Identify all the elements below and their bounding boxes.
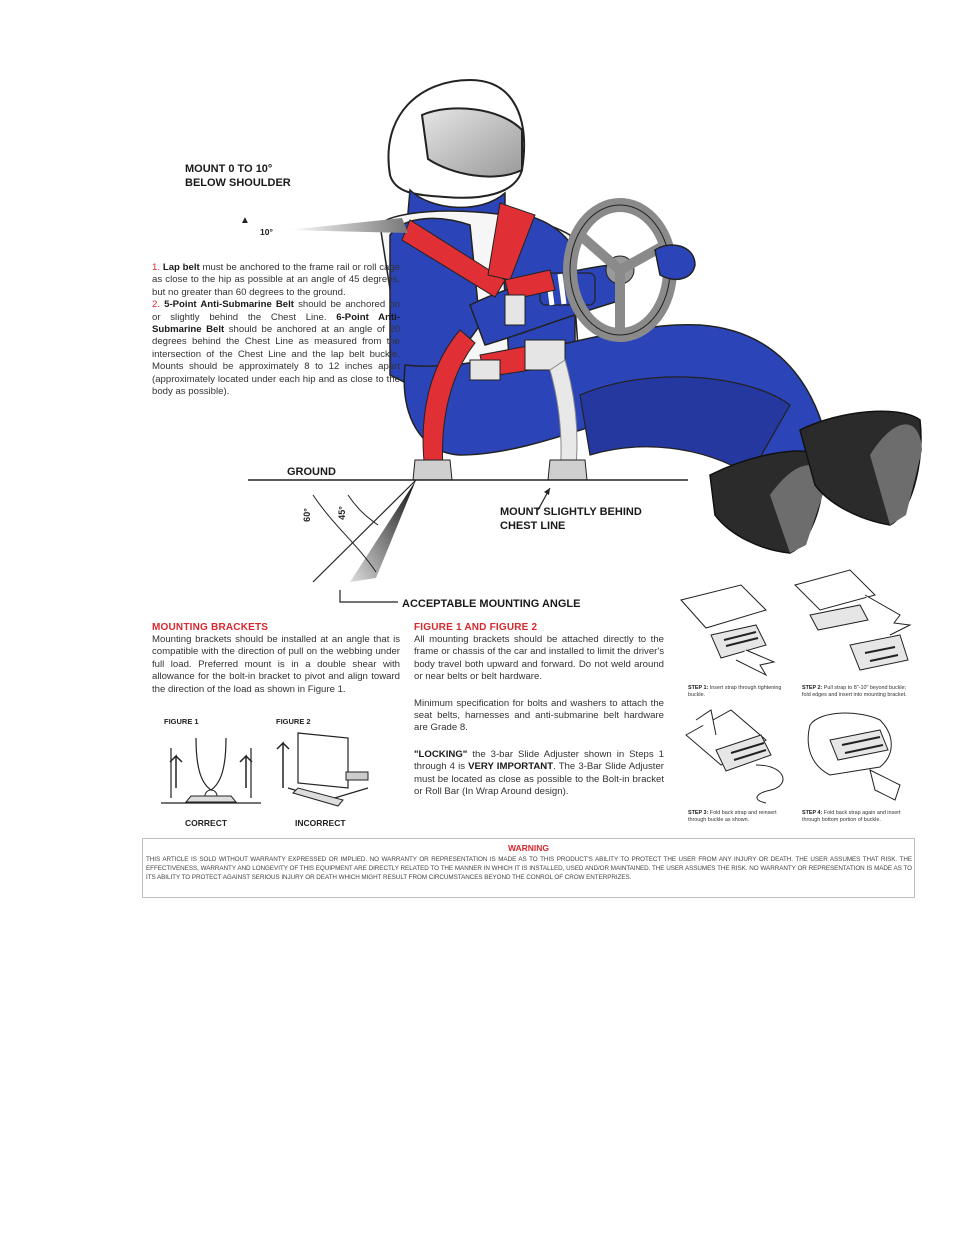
angle-45-label: 45° <box>336 506 347 520</box>
figures-para2: Minimum specification for bolts and washers to attach the seat belts, harnesses and anti-submarine belt hardware are Grade 8. <box>414 697 664 734</box>
angle-diagram <box>248 470 688 610</box>
warning-title: WARNING <box>507 843 550 853</box>
acceptable-angle-label: ACCEPTABLE MOUNTING ANGLE <box>402 598 581 610</box>
step1-label: STEP 1: <box>688 685 709 691</box>
arrow-10-icon: ▲ <box>240 215 250 226</box>
belt-instructions <box>152 262 400 398</box>
mount-chest-line2: CHEST LINE <box>500 520 566 532</box>
lap-belt-number: 1. <box>152 262 161 273</box>
mount-shoulder-callout <box>185 162 345 190</box>
mounting-brackets-section <box>152 622 400 696</box>
locking-paragraph <box>414 749 664 799</box>
figure2-label: FIGURE 2 <box>276 717 311 726</box>
very-important-text: VERY IMPORTANT <box>468 761 554 773</box>
six-point-body: should be anchored at an angle of 20 degrees behind the Chest Line as measured from the intersection of the Chest Line and the lap belt buckle. Mounts should be approximately 8 to 12 inches apart (approximately located under each hip and as close to the body as possible). <box>152 324 401 398</box>
figures-heading: FIGURE 1 AND FIGURE 2 <box>414 622 538 633</box>
step2-text: Pull strap to 8"-10" beyond buckle; fold edges and insert into mounting bracket. <box>802 685 907 698</box>
step2-caption <box>802 685 912 698</box>
step2-label: STEP 2: <box>802 685 823 691</box>
figures-para1: All mounting brackets should be attached directly to the frame or chassis of the car and installed to limit the driver's body travel both upward and forward. Do not weld around or near belts or belt hardware. <box>414 634 664 683</box>
five-point-body: should be anchored on or slightly behind the Chest Line. <box>152 299 400 323</box>
step3-drawing <box>676 705 796 805</box>
mount-shoulder-line1: MOUNT 0 TO 10° <box>185 163 273 175</box>
angle-60-label: 60° <box>301 508 312 522</box>
warning-box <box>142 838 915 898</box>
step3-text: Fold back strap and reinsert through buckle as shown. <box>688 810 777 823</box>
figure2-drawing <box>268 728 378 814</box>
five-point-number: 2. <box>152 299 161 311</box>
mounting-brackets-body: Mounting brackets should be installed at an angle that is compatible with the direction of pull on the webbing under full load. Preferred mount is in a double shear with allowance for the bolt-in bracket to pivot and align toward the direction of the load as shown in Figure 1. <box>152 634 400 695</box>
anti-sub-paragraph <box>152 299 400 398</box>
mount-shoulder-line2: BELOW SHOULDER <box>185 177 291 189</box>
lap-belt-title: Lap belt <box>162 262 200 273</box>
step4-text: Fold back strap again and insert through bottom portion of buckle. <box>802 810 901 823</box>
five-point-title: 5-Point Anti-Submarine Belt <box>164 299 294 311</box>
helmet <box>388 80 524 198</box>
figure1-drawing <box>156 728 264 814</box>
incorrect-label: INCORRECT <box>295 818 346 828</box>
step4-caption <box>802 810 912 823</box>
step3-label: STEP 3: <box>688 810 709 816</box>
figure1-label: FIGURE 1 <box>164 717 199 726</box>
mounting-brackets-heading: MOUNTING BRACKETS <box>152 622 269 633</box>
warning-text: THIS ARTICLE IS SOLD WITHOUT WARRANTY EXPRESSED OR IMPLIED. NO WARRANTY OR REPRESENTATION IS MADE AS TO THIS PRODUCT'S ABILITY TO PROTECT THE USER FROM ANY INJURY OR DEATH. THE USER ASSUMES THAT RISK. THE EFFECTIVENESS, WARRANTY AND LONGEVITY OF THIS EQUIPMENT ARE DIRECTLY RELATED TO THE MANNER IN WHICH IT IS INSTALLED, USED AND/OR MAINTAINED. THE USER ASSUMES THE RISK. NO WARRANTY OR REPRESENTATION IS MADE AS TO ITS ABILITY TO PROTECT AGAINST SERIOUS INJURY OR DEATH WHICH MIGHT RESULT FROM CIRCUMSTANCES BEYOND THE CONROL OF CROW ENTERPRIZES. <box>146 856 912 881</box>
lap-belt-body: must be anchored to the frame rail or roll cage as close to the hip as possible at an angle of 45 degrees, but no greater than 60 degrees to the ground. <box>152 262 401 298</box>
lap-belt-paragraph <box>152 262 400 299</box>
correct-label: CORRECT <box>185 818 228 828</box>
step1-text: Insert strap through tightening buckle. <box>688 685 782 698</box>
step1-caption <box>688 685 788 698</box>
step4-drawing <box>800 705 915 805</box>
locking-text-b: . The 3-Bar Slide Adjuster must be located as close as possible to the Bolt-in bracket or Roll Bar (In Wrap Around design). <box>414 761 664 798</box>
locking-title: "LOCKING" <box>414 748 468 760</box>
step4-label: STEP 4: <box>802 810 823 816</box>
step2-drawing <box>790 565 915 680</box>
figures-section <box>414 622 664 798</box>
mount-chest-line1: MOUNT SLIGHTLY BEHIND <box>500 506 642 518</box>
step3-caption <box>688 810 788 823</box>
angle-10-label: 10° <box>260 227 273 237</box>
mount-chest-callout <box>500 505 700 533</box>
locking-text-a: the 3-bar Slide Adjuster shown in Steps 1 through 4 is <box>414 748 664 773</box>
step1-drawing <box>676 580 791 680</box>
six-point-title: 6-Point Anti-Submarine Belt <box>152 311 400 336</box>
ground-label: GROUND <box>287 466 336 478</box>
